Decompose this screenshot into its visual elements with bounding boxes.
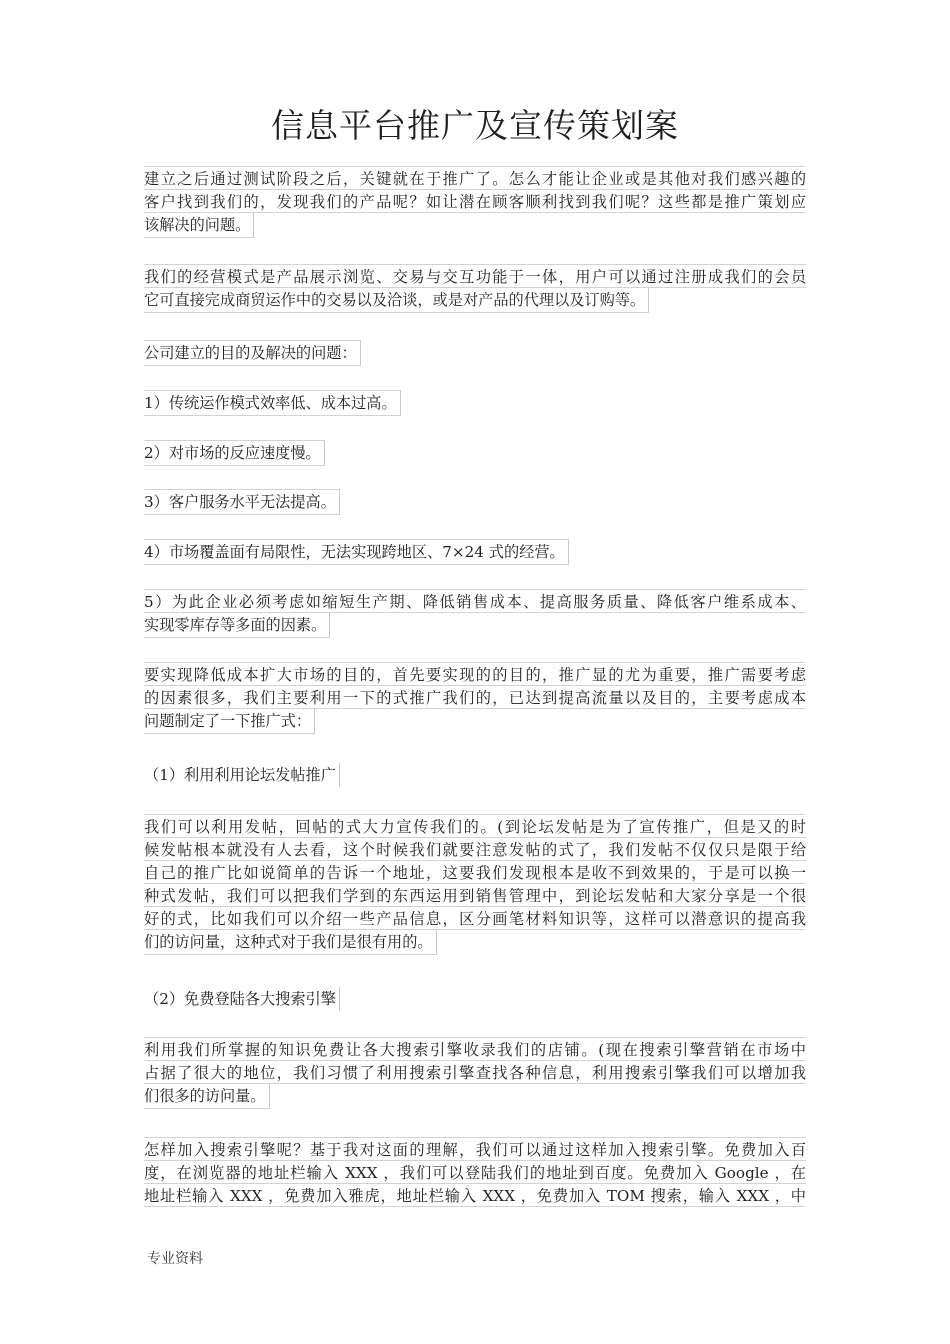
paragraph-forum: [144, 814, 806, 954]
list-item: [144, 539, 806, 564]
text-line: 怎样加入搜索引擎呢？基于我对这面的理解，我们可以通过这样加入搜索引擎。免费加入百: [144, 1137, 806, 1161]
text-line: 要实现降低成本扩大市场的目的，首先要实现的的目的，推广显的尤为重要，推广需要考虑: [144, 662, 806, 686]
text-line: 客户找到我们的，发现我们的产品呢？如让潜在顾客顺利找到我们呢？这些都是推广策划应: [144, 189, 806, 213]
text-line: 我们可以利用发帖，回帖的式大力宣传我们的。(到论坛发帖是为了宣传推广，但是又的时: [144, 814, 806, 838]
text-line: 3）客户服务水平无法提高。: [144, 489, 340, 515]
text-line: 该解决的问题。: [144, 212, 254, 238]
text-line: 建立之后通过测试阶段之后，关键就在于推广了。怎么才能让企业或是其他对我们感兴趣的: [144, 166, 806, 190]
text-line: 实现零库存等多面的因素。: [144, 612, 330, 638]
section-heading-forum: [144, 763, 806, 786]
text-line: 好的式，比如我们可以介绍一些产品信息，区分画笔材料知识等，这样可以潜意识的提高我: [144, 906, 806, 930]
paragraph-intro: [144, 166, 806, 237]
text-line: （1）利用利用论坛发帖推广: [144, 763, 340, 787]
page-footer: 专业资料: [147, 1251, 203, 1267]
paragraph-search: [144, 1037, 806, 1108]
list-item: [144, 489, 806, 514]
list-item: [144, 390, 806, 415]
text-line: 利用我们所掌握的知识免费让各大搜索引擎收录我们的店铺。(现在搜索引擎营销在市场中: [144, 1037, 806, 1061]
text-line: 们的访问量，这种式对于我们是很有用的。: [144, 929, 437, 955]
paragraph-search-how: [144, 1137, 806, 1206]
paragraph-strategy: [144, 662, 806, 733]
text-line: 的因素很多，我们主要利用一下的式推广我们的，已达到提高流量以及目的，主要考虑成本: [144, 685, 806, 709]
text-line: 度，在浏览器的地址栏输入 XXX ，我们可以登陆我们的地址到百度。免费加入 Google ，在: [144, 1160, 806, 1184]
text-line: 种式发帖，我们可以把我们学到的东西运用到销售管理中，到论坛发帖和大家分享是一个很: [144, 883, 806, 907]
text-line: 候发帖根本就没有人去看，这个时候我们就要注意发帖的式了，我们发帖不仅仅只是限于给: [144, 837, 806, 861]
text-line: 自己的推广比如说简单的告诉一个地址，这要我们发现根本是收不到效果的，于是可以换一: [144, 860, 806, 884]
section-heading-search: [144, 987, 806, 1010]
list-item: [144, 440, 806, 465]
text-line: 们很多的访问量。: [144, 1083, 270, 1109]
text-line: 公司建立的目的及解决的问题：: [144, 340, 361, 366]
text-line: 它可直接完成商贸运作中的交易以及洽谈，或是对产品的代理以及订购等。: [144, 287, 649, 313]
text-line: 4）市场覆盖面有局限性，无法实现跨地区、7×24 式的经营。: [144, 539, 569, 565]
text-line: 1）传统运作模式效率低、成本过高。: [144, 390, 401, 416]
text-line: 地址栏输入 XXX ，免费加入雅虎，地址栏输入 XXX ，免费加入 TOM 搜索，输入 XXX ，中: [144, 1183, 806, 1207]
text-line: 问题制定了一下推广式：: [144, 708, 315, 734]
text-line: 占据了很大的地位，我们习惯了利用搜索引擎查找各种信息，利用搜索引擎我们可以增加我: [144, 1060, 806, 1084]
page-title: 信息平台推广及宣传策划案: [271, 106, 679, 145]
text-line: 我们的经营模式是产品展示浏览、交易与交互功能于一体，用户可以通过注册成我们的会员: [144, 264, 806, 288]
paragraph-purpose-heading: [144, 340, 806, 365]
text-line: 2）对市场的反应速度慢。: [144, 440, 325, 466]
text-line: （2）免费登陆各大搜索引擎: [144, 987, 340, 1011]
text-line: 5）为此企业必须考虑如缩短生产期、降低销售成本、提高服务质量、降低客户维系成本、: [144, 589, 806, 613]
paragraph-business-model: [144, 264, 806, 312]
list-item: [144, 589, 806, 637]
